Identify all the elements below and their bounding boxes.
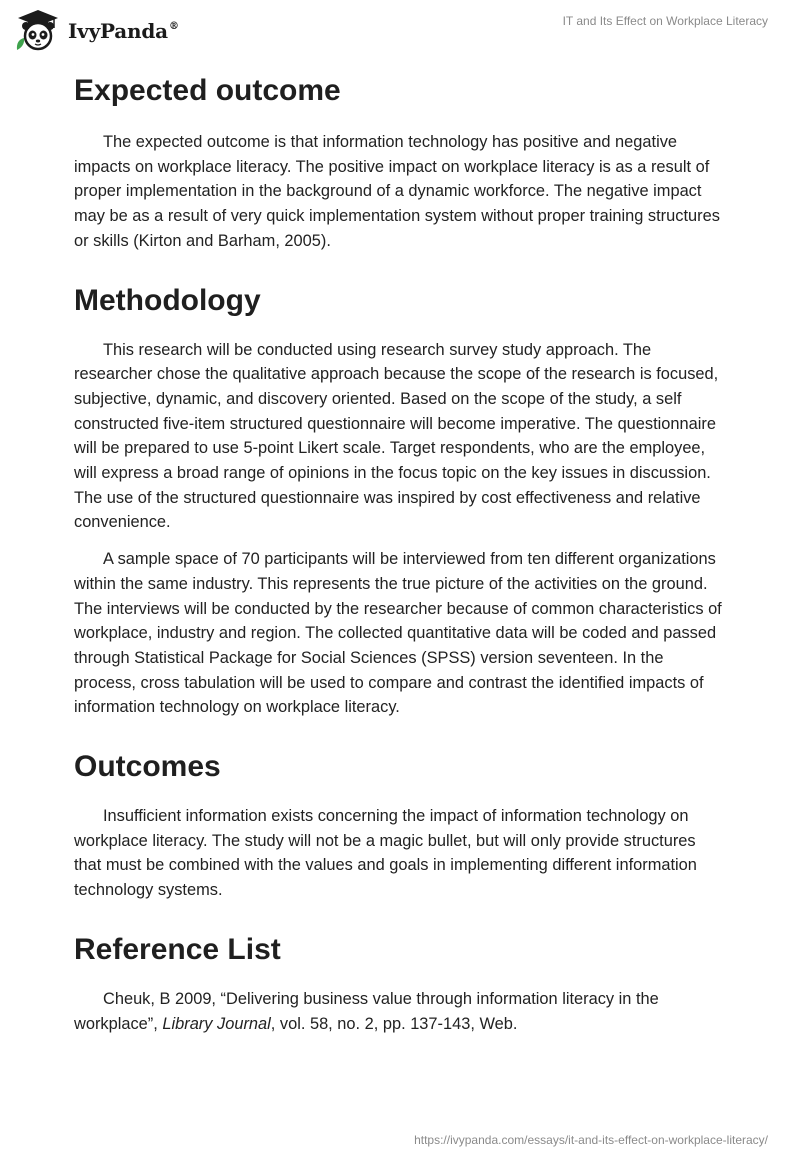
section-heading: Expected outcome [74,74,341,107]
section-heading: Outcomes [74,750,221,784]
ivypanda-logo[interactable] [14,8,179,54]
reference-details: , vol. 58, no. 2, pp. 137-143, Web. [270,1014,518,1033]
paragraph: Insufficient information exists concerning the impact of information technology on workplace literacy. The study will not be a magic bullet, but will only provide structures that must be combined with the values and goals in implementing different information technology systems. [74,807,697,900]
reference-item [74,987,726,1036]
section-reference-list [74,931,726,1036]
logo-wordmark: IvyPanda® [68,19,179,43]
section-outcomes [74,748,726,903]
section-heading: Methodology [74,283,261,317]
section-heading: Reference List [74,932,281,966]
reference-journal: Library Journal [162,1014,271,1033]
document-title: IT and Its Effect on Workplace Literacy [562,14,768,28]
page-header [0,0,800,60]
paragraph: The expected outcome is that information technology has positive and negative impacts on workplace literacy. The positive impact on workplace literacy is as a result of proper implementation in the background of a dynamic workforce. The negative impact may be as a result of very quick implementation system without proper training structures or skills (Kirton and Barham, 2005). [74,133,720,250]
source-url[interactable]: https://ivypanda.com/essays/it-and-its-effect-on-workplace-literacy/ [414,1133,768,1147]
section-expected-outcome [74,72,726,254]
paragraph: A sample space of 70 participants will be interviewed from ten different organizations within the same industry. This represents the true picture of the activities on the ground. The interviews will be conducted by the researcher because of common characteristics of workplace, industry and region. The collected quantitative data will be coded and passed through Statistical Package for Social Sciences (SPSS) version seventeen. In the process, cross tabulation will be used to compare and contrast the identified impacts of information technology on workplace literacy. [74,550,722,717]
panda-graduate-icon [14,8,62,54]
essay-content [74,72,726,1048]
section-methodology [74,282,726,721]
paragraph: This research will be conducted using research survey study approach. The researcher chose the qualitative approach because the scope of the research is focused, subjective, dynamic, and discovery oriented. Based on the scope of the study, a self constructed five-item structured questionnaire will become imperative. The questionnaire will be prepared to use 5-point Likert scale. Target respondents, who are the employee, will express a broad range of opinions in the focus topic on the key issues in discussion. The use of the structured questionnaire was inspired by cost effectiveness and relative convenience. [74,340,719,532]
reference-text: Cheuk, B 2009, “Delivering business value through information literacy in the workplace”, [74,989,659,1033]
